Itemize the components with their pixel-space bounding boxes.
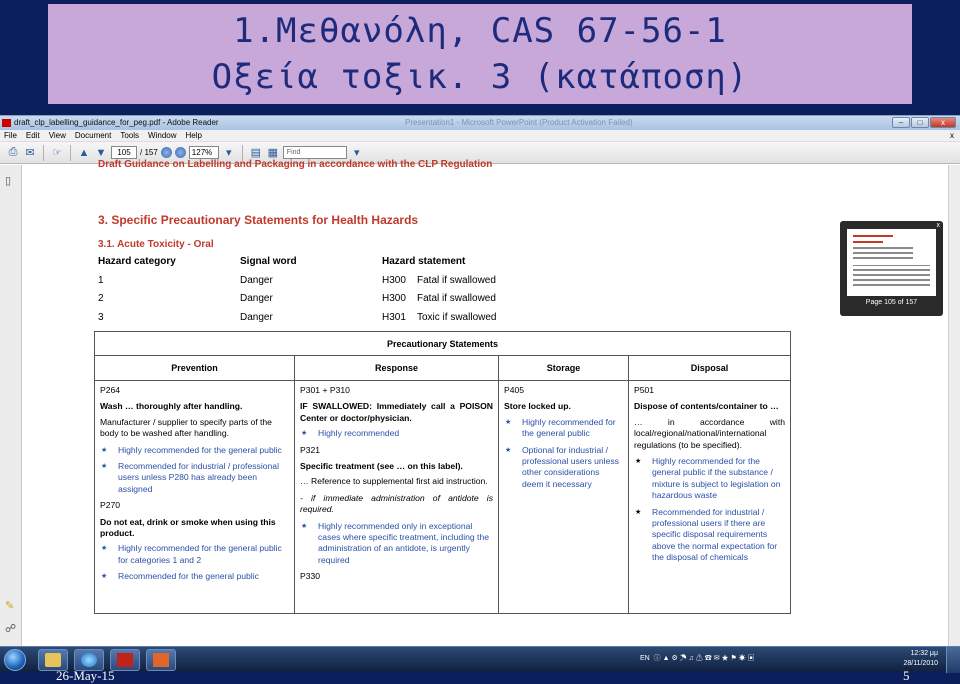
menu-tools[interactable]: Tools [120, 131, 140, 140]
zoom-select[interactable]: 127% [189, 146, 219, 159]
menu-file[interactable]: File [4, 131, 17, 140]
thumbnail-close-icon[interactable]: x [936, 222, 940, 229]
recommendation-bullet: ★ Recommended for industrial / professional users unless P280 has already been assigned [100, 461, 289, 495]
statement-text: Do not eat, drink or smoke when using this product. [100, 516, 276, 539]
comment-icon[interactable]: ✎ [5, 600, 15, 612]
zoom-in-button[interactable] [175, 147, 186, 158]
hazard-statement-cell: Fatal if swallowed [417, 293, 496, 304]
language-indicator[interactable]: EN [640, 655, 650, 662]
category-cell: 1 [98, 275, 104, 286]
menu-edit[interactable]: Edit [25, 131, 40, 140]
recommendation-bullet: ★ Highly recommended for the general public if the substance / mixture is subject to legislation on hazardous waste [634, 456, 785, 502]
share-icon[interactable]: ✉ [25, 147, 35, 159]
ps-table-title: Precautionary Statements [95, 332, 790, 356]
statement-note: … in accordance with local/regional/national/international regulations (to be specified). [634, 416, 785, 450]
ps-table-header [95, 356, 790, 381]
navigation-rail [0, 165, 22, 647]
start-button[interactable] [4, 649, 26, 671]
adobe-reader-taskbar-button[interactable] [110, 649, 140, 671]
signal-cell: Danger [240, 275, 273, 286]
statement-note: - if immediate administration of antidote is required. [300, 492, 493, 515]
print-icon[interactable]: ⎙ [8, 146, 18, 158]
attachment-icon[interactable]: ☍ [5, 623, 17, 635]
statement-text: Dispose of contents/container to … [634, 401, 779, 412]
statement-code: P321 [300, 444, 321, 455]
clock-date: 28/11/2010 [903, 660, 938, 667]
page-thumbnail[interactable] [847, 229, 936, 296]
find-input[interactable]: Find [283, 146, 347, 159]
document-close-button[interactable]: x [950, 131, 954, 140]
hazard-code-cell: H301 [382, 312, 406, 323]
section-title: 3. Specific Precautionary Statements for Health Hazards [98, 213, 419, 227]
recommendation-bullet: ★ Highly recommended for the general public [504, 417, 623, 440]
menu-window[interactable]: Window [148, 131, 177, 140]
signal-word-header: Signal word [240, 256, 297, 267]
recommendation-bullet: ★ Optional for industrial / professional users unless other considerations deem it necessary [504, 445, 623, 491]
disposal-column [629, 381, 790, 613]
hazard-statement-header: Hazard statement [382, 256, 466, 267]
page-thumbnail-popup[interactable] [840, 221, 943, 316]
menu-help[interactable]: Help [185, 131, 202, 140]
precautionary-statements-table [94, 331, 791, 614]
subsection-title: 3.1. Acute Toxicity - Oral [98, 239, 214, 250]
zoom-out-button[interactable] [161, 147, 172, 158]
hazard-statement-cell: Toxic if swallowed [417, 312, 497, 323]
statement-code: P301 + P310 [300, 385, 350, 395]
statement-text: Store locked up. [504, 401, 571, 412]
adobe-reader-icon [117, 653, 133, 667]
taskbar [0, 646, 960, 672]
hazard-code-cell: H300 [382, 293, 406, 304]
statement-code: P264 [100, 385, 121, 395]
statement-code: P330 [300, 571, 321, 582]
menu-document[interactable]: Document [74, 131, 112, 140]
maximize-button[interactable]: □ [911, 117, 929, 128]
pdf-file-icon [2, 119, 11, 127]
total-pages: / 157 [140, 148, 158, 157]
response-header: Response [295, 356, 499, 380]
prevention-header: Prevention [95, 356, 295, 380]
toolbar-divider [43, 145, 44, 161]
statement-text: Wash … thoroughly after handling. [100, 401, 243, 412]
hazard-code-cell: H300 [382, 275, 406, 286]
signal-cell: Danger [240, 312, 273, 323]
storage-column [499, 381, 629, 613]
reader-window [0, 115, 960, 646]
clock[interactable] [903, 649, 938, 669]
statement-text: IF SWALLOWED: Immediately call a POISON Center or doctor/physician. [300, 401, 493, 423]
find-options-icon[interactable]: ▾ [354, 147, 360, 159]
slide-footer-date: 26-May-15 [56, 668, 115, 683]
signal-cell: Danger [240, 293, 273, 304]
statement-code: P501 [634, 385, 655, 395]
next-page-icon[interactable]: ▼ [95, 146, 107, 159]
slide-page-number: 5 [903, 668, 910, 683]
slide-title-line-2: Οξεία τοξικ. 3 (κατάποση) [211, 57, 749, 97]
slide-title-box [48, 4, 912, 104]
vertical-scrollbar[interactable] [948, 165, 960, 647]
toolbar-divider [70, 145, 71, 161]
category-cell: 2 [98, 293, 104, 304]
thumbnail-page-label: Page 105 of 157 [865, 299, 918, 306]
ps-table-body [95, 381, 790, 613]
recommendation-bullet: ★ Highly recommended [300, 428, 493, 439]
menubar [0, 130, 960, 142]
slide-title-line-1: 1.Μεθανόλη, CAS 67-56-1 [233, 11, 727, 51]
page-thumbnails-icon[interactable]: ▯ [5, 175, 12, 187]
chevron-down-icon[interactable]: ▾ [226, 147, 232, 159]
recommendation-bullet: ★ Highly recommended for the general public [100, 445, 289, 456]
disposal-header: Disposal [690, 363, 729, 373]
internet-explorer-icon [81, 653, 97, 667]
ghost-window-title: Presentation1 - Microsoft PowerPoint (Product Activation Failed) [405, 118, 633, 127]
category-cell: 3 [98, 312, 104, 323]
window-titlebar[interactable] [0, 116, 960, 130]
pdf-page [22, 159, 948, 647]
recommendation-bullet: ★ Recommended for the general public [100, 571, 289, 582]
document-area [0, 159, 960, 647]
page-number-input[interactable]: 105 [111, 146, 137, 159]
hazard-statement-cell: Fatal if swallowed [417, 275, 496, 286]
full-screen-icon[interactable]: ▦ [267, 147, 278, 159]
folder-icon [45, 653, 61, 667]
hand-tool-icon[interactable]: ☞ [52, 147, 62, 159]
window-title: draft_clp_labelling_guidance_for_peg.pdf - Adobe Reader [14, 118, 219, 127]
page-header: Draft Guidance on Labelling and Packaging in accordance with the CLP Regulation [98, 159, 493, 170]
window-controls [892, 117, 956, 128]
statement-note: Manufacturer / supplier to specify parts of the body to be washed after handling. [100, 416, 272, 439]
statement-code: P405 [504, 385, 525, 395]
statement-note: … Reference to supplemental first aid instruction. [300, 476, 488, 487]
menu-view[interactable]: View [48, 131, 66, 140]
hazard-category-header: Hazard category [98, 256, 176, 267]
clock-time: 12:32 μμ [910, 650, 938, 657]
statement-code: P270 [100, 500, 121, 511]
minimize-button[interactable]: – [892, 117, 910, 128]
recommendation-bullet: ★ Highly recommended only in exceptional cases where specific treatment, including the administration of an antidote, is urgently required [300, 521, 493, 567]
system-tray [640, 653, 755, 663]
tray-icons[interactable]: ⓘ ▲ ⚙ ☂ ♫ ⚠ ☎ ✉ ★ ⚑ ☀ ▣ [651, 655, 755, 662]
prevention-column [95, 381, 295, 613]
show-desktop-button[interactable] [946, 647, 960, 673]
previous-page-icon[interactable]: ▲ [78, 146, 90, 159]
fit-page-icon[interactable]: ▤ [250, 147, 261, 159]
powerpoint-taskbar-button[interactable] [146, 649, 176, 671]
statement-text: Specific treatment (see … on this label). [300, 461, 463, 472]
recommendation-bullet: ★ Recommended for industrial / professional users if there are specific disposal requirements above the normal expectation for the disposal of chemicals [634, 507, 785, 564]
close-button[interactable]: x [930, 117, 956, 128]
recommendation-bullet: ★ Highly recommended for the general public for categories 1 and 2 [100, 543, 289, 566]
storage-header: Storage [499, 356, 629, 380]
powerpoint-icon [153, 653, 169, 667]
response-column [295, 381, 499, 613]
